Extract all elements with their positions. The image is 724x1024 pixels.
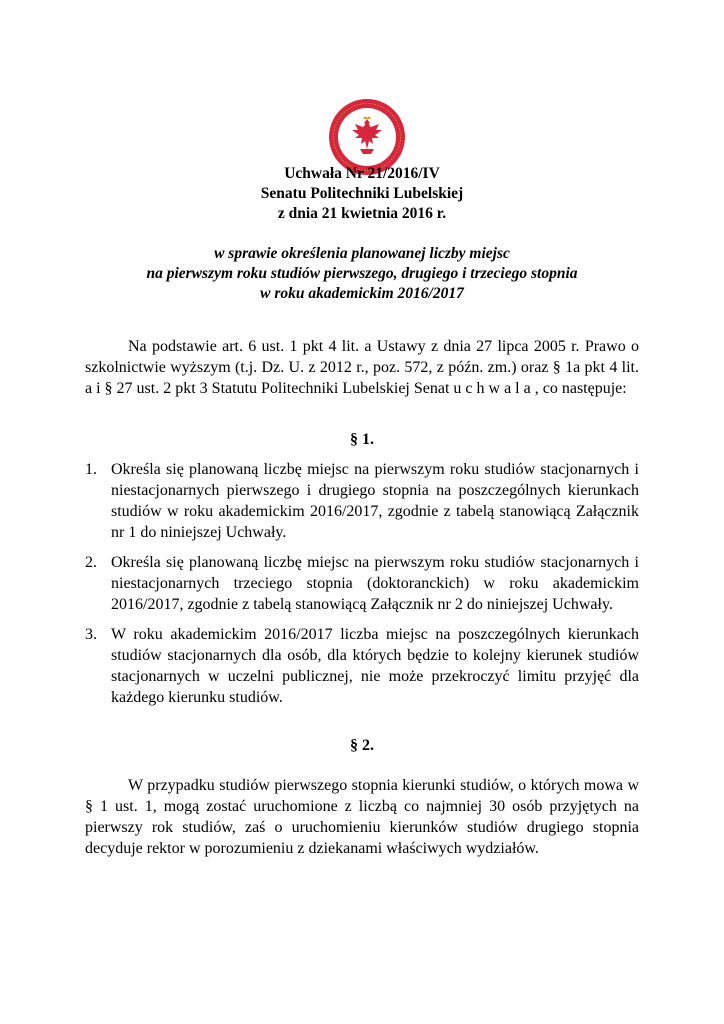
resolution-subject (90, 244, 634, 304)
legal-basis-ending: , co następuje: (534, 380, 627, 397)
subject-line-1: w sprawie określenia planowanej liczby miejsc (214, 245, 510, 262)
list-item-text: W roku akademickim 2016/2017 liczba miejsc na poszczególnych kierunkach studiów stacjonarnych dla osób, dla których będzie to kolejny kierunek studiów stacjonarnych w uczelni publicznej, nie może przekroczyć limitu przyjęć dla każdego kierunku studiów. (111, 626, 639, 706)
resolution-number: Uchwała Nr 21/2016/IV (284, 165, 440, 182)
list-item (85, 624, 639, 708)
list-item-number: 3. (85, 626, 97, 643)
section-2-paragraph: W przypadku studiów pierwszego stopnia kierunki studiów, o których mowa w § 1 ust. 1, mogą zostać uruchomione z liczbą co najmniej 30 osób przyjętych na pierwszy rok studiów, zaś o uruchomieniu kierunków studiów drugiego stopnia decyduje rektor w porozumieniu z dziekanami właściwych wydziałów. (85, 777, 639, 857)
subject-line-2: na pierwszym roku studiów pierwszego, drugiego i trzeciego stopnia (146, 265, 578, 282)
list-item (85, 459, 639, 543)
resolution-header (90, 164, 634, 224)
resolution-issuer: Senatu Politechniki Lubelskiej (260, 185, 464, 202)
section-1-list (85, 459, 639, 717)
list-item-text: Określa się planowaną liczbę miejsc na pierwszym roku studiów stacjonarnych i niestacjonarnych trzeciego stopnia (doktoranckich) w roku akademickim 2016/2017, zgodnie z tabelą stanowiącą Załącznik nr 2 do niniejszej Uchwały. (111, 554, 639, 613)
list-item-text: Określa się planowaną liczbę miejsc na pierwszym roku studiów stacjonarnych i niestacjonarnych pierwszego i drugiego stopnia na poszczególnych kierunkach studiów w roku akademickim 2016/2017, zgodnie z tabelą stanowiącą Załącznik nr 1 do niniejszej Uchwały. (111, 461, 639, 541)
resolution-date: z dnia 21 kwietnia 2016 r. (277, 205, 447, 222)
subject-line-3: w roku akademickim 2016/2017 (260, 285, 464, 302)
resolves-word: uchwala (453, 380, 535, 397)
legal-basis-paragraph (85, 336, 639, 399)
list-item-number: 1. (85, 461, 97, 478)
list-item (85, 552, 639, 615)
legal-basis-text: Na podstawie art. 6 ust. 1 pkt 4 lit. a Ustawy z dnia 27 lipca 2005 r. Prawo o szkolnictwie wyższym (t.j. Dz. U. z 2012 r., poz. 572, z późn. zm.) oraz § 1a pkt 4 lit. a i § 27 ust. 2 pkt 3 Statutu Politechniki Lubelskiej Senat (85, 338, 639, 397)
section-1-heading: § 1. (350, 431, 374, 448)
section-2-heading: § 2. (350, 737, 374, 754)
list-item-number: 2. (85, 554, 97, 571)
